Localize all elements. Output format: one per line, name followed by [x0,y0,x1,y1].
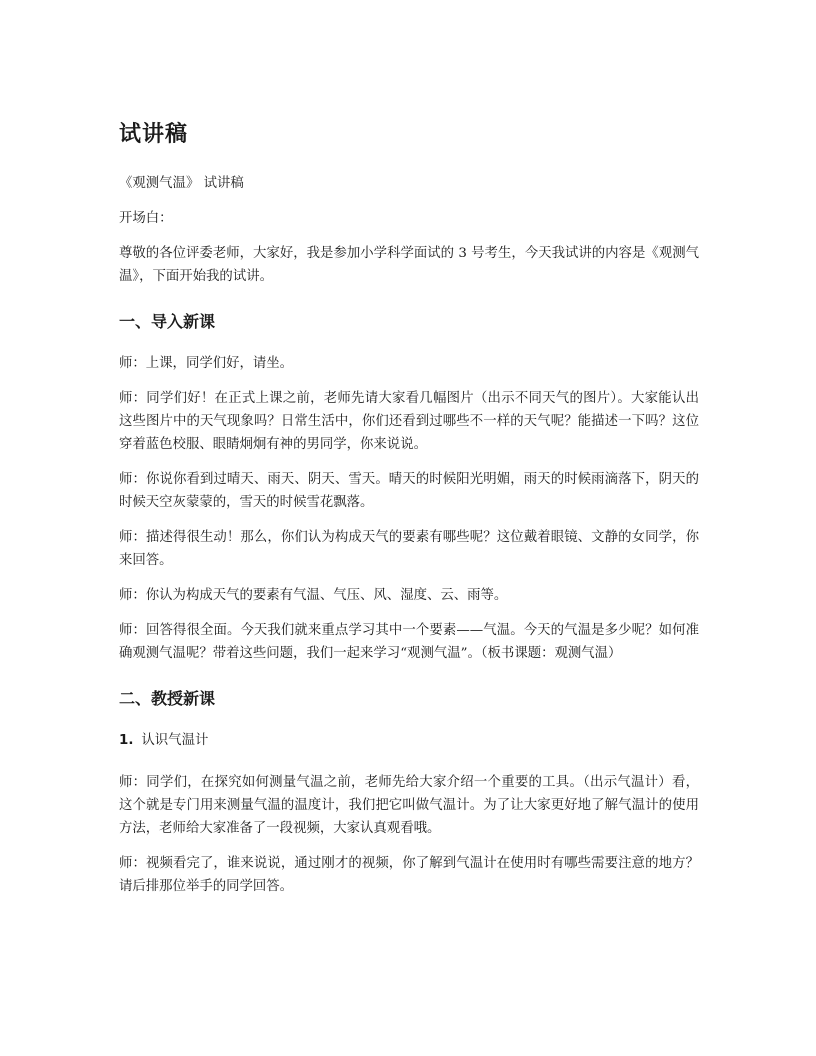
paragraph: 师：你说你看到过晴天、雨天、阴天、雪天。晴天的时候阳光明媚，雨天的时候雨滴落下，阴天的时候天空灰蒙蒙的，雪天的时候雪花飘落。 [119,472,699,510]
paragraph: 师：视频看完了，谁来说说，通过刚才的视频，你了解到气温计在使用时有哪些需要注意的地方？请后排那位举手的同学回答。 [119,856,699,894]
document-body [119,118,699,910]
subsection-title: 认识气温计 [141,733,209,748]
subsection-heading [119,729,699,753]
paragraph: 师：同学们，在探究如何测量气温之前，老师先给大家介绍一个重要的工具。（出示气温计）看，这个就是专门用来测量气温的温度计，我们把它叫做气温计。为了让大家更好地了解气温计的使用方法，老师给大家准备了一段视频，大家认真观看哦。 [119,775,699,836]
paragraph: 师：描述得很生动！那么，你们认为构成天气的要素有哪些呢？这位戴着眼镜、文静的女同学，你来回答。 [119,530,699,568]
intro-paragraph: 尊敬的各位评委老师，大家好，我是参加小学科学面试的 3 号考生，今天我试讲的内容是《观测气温》，下面开始我的试讲。 [119,246,699,284]
document-subtitle: 《观测气温》 试讲稿 [119,176,244,191]
document-title: 试讲稿 [119,122,189,147]
opening-label: 开场白： [119,211,173,226]
paragraph: 师：回答得很全面。今天我们就来重点学习其中一个要素——气温。今天的气温是多少呢？如何准确观测气温呢？带着这些问题，我们一起来学习“观测气温”。（板书课题：观测气温） [119,623,699,661]
paragraph: 师：同学们好！在正式上课之前，老师先请大家看几幅图片（出示不同天气的图片）。大家能认出这些图片中的天气现象吗？日常生活中，你们还看到过哪些不一样的天气呢？能描述一下吗？这位穿着蓝色校服、眼睛炯炯有神的男同学，你来说说。 [119,391,699,452]
subsection-number: 1. [119,733,134,748]
paragraph: 师：你认为构成天气的要素有气温、气压、风、湿度、云、雨等。 [119,588,508,603]
paragraph: 师：上课，同学们好，请坐。 [119,356,294,371]
section-heading-intro: 一、导入新课 [119,312,216,331]
section-heading-teaching: 二、教授新课 [119,689,216,708]
